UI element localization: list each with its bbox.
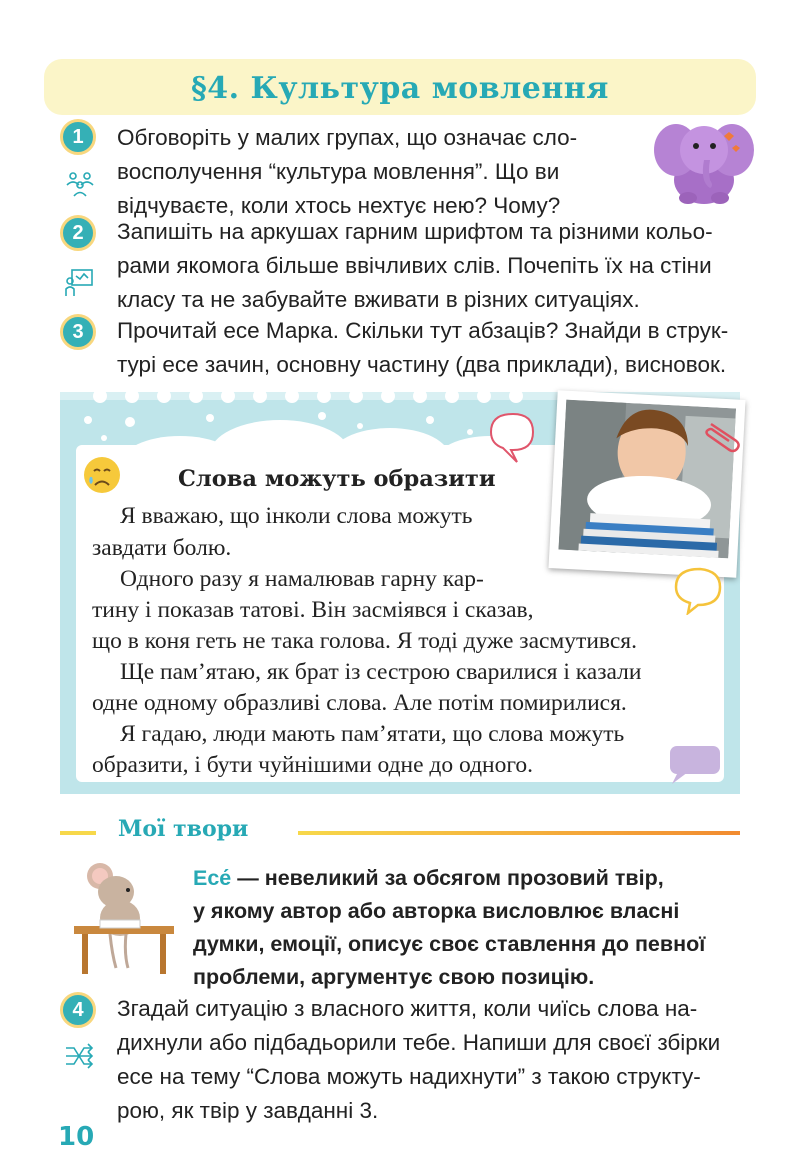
- presentation-board-icon: [64, 267, 96, 299]
- task-line: класу та не забувайте вживати в різних ситуаціях.: [117, 287, 640, 312]
- task-number-badge: 3: [60, 314, 96, 350]
- essay-line: Ще пам’ятаю, як брат із сестрою сварилися і казали: [120, 659, 642, 685]
- shuffle-arrows-icon: [64, 1040, 96, 1072]
- task-number-badge: 1: [60, 119, 96, 155]
- essay-line: Я гадаю, люди мають пам’ятати, що слова можуть: [120, 721, 625, 747]
- page-title: §4. Культура мовлення: [191, 71, 609, 106]
- essay-line: завдати болю.: [92, 535, 232, 561]
- task-line: дихнули або підбадьорили тебе. Напиши для своєї збірки: [117, 1030, 721, 1055]
- essay-line: що в коня геть не така голова. Я тоді дуже засмутився.: [92, 628, 637, 654]
- definition-line: проблеми, аргументує свою позицію.: [193, 965, 595, 989]
- task-line: восполучення “культура мовлення”. Що ви: [117, 159, 560, 184]
- sad-face-icon: [82, 455, 122, 495]
- task-line: відчуваєте, коли хтось нехтує нею? Чому?: [117, 193, 561, 218]
- definition-line: [193, 862, 705, 895]
- definition-text: — невеликий за обсягом прозовий твір,: [237, 866, 664, 890]
- speech-bubble-icon: [488, 410, 538, 466]
- definition-line: думки, емоції, описує своє ставлення до певної: [193, 932, 706, 956]
- essay-line: одне одному образливі слова. Але потім помирилися.: [92, 690, 627, 716]
- task-line: Згадай ситуацію з власного життя, коли чиїсь слова на-: [117, 996, 698, 1021]
- task-line: рою, як твір у завданні 3.: [117, 1098, 379, 1123]
- essay-title: Слова можуть образити: [178, 466, 496, 492]
- paperclip-icon: [705, 414, 745, 454]
- speech-bubble-icon: [672, 565, 724, 615]
- page-number: 10: [58, 1122, 95, 1152]
- essay-line: образити, і бути чуйнішими одне до одного.: [92, 752, 534, 778]
- definition-term: Есе́: [193, 866, 232, 890]
- definition-line: у якому автор або авторка висловлює власні: [193, 899, 680, 923]
- essay-definition: [193, 862, 705, 994]
- title-band: [44, 59, 756, 115]
- mouse-writing-illustration: [70, 862, 180, 977]
- task-1: [60, 119, 740, 229]
- essay-line: тину і показав татові. Він засміявся і сказав,: [92, 597, 534, 623]
- task-line: турі есе зачин, основну частину (два приклади), висновок.: [117, 352, 727, 377]
- speech-bubble-icon: [666, 742, 724, 786]
- task-line: Запишіть на аркушах гарним шрифтом та різними кольо-: [117, 219, 713, 244]
- task-4: [60, 992, 750, 1123]
- task-text: [117, 314, 728, 382]
- task-text: [117, 121, 577, 223]
- group-discussion-icon: [64, 167, 96, 199]
- task-number-badge: 2: [60, 215, 96, 251]
- task-line: Обговоріть у малих групах, що означає сло-: [117, 125, 578, 150]
- task-line: рами якомога більше ввічливих слів. Почепіть їх на стіни: [117, 253, 712, 278]
- task-2: [60, 215, 750, 315]
- task-line: есе на тему “Слова можуть надихнути” з такою структу-: [117, 1064, 701, 1089]
- task-number-badge: 4: [60, 992, 96, 1028]
- task-3: [60, 314, 750, 386]
- section-title: Мої твори: [118, 816, 249, 842]
- section-header: [60, 812, 740, 852]
- essay-line: Одного разу я намалював гарну кар-: [120, 566, 484, 592]
- task-text: [117, 215, 713, 317]
- task-text: [117, 992, 720, 1128]
- essay-line: Я вважаю, що інколи слова можуть: [120, 503, 473, 529]
- task-line: Прочитай есе Марка. Скільки тут абзаців? Знайди в струк-: [117, 318, 729, 343]
